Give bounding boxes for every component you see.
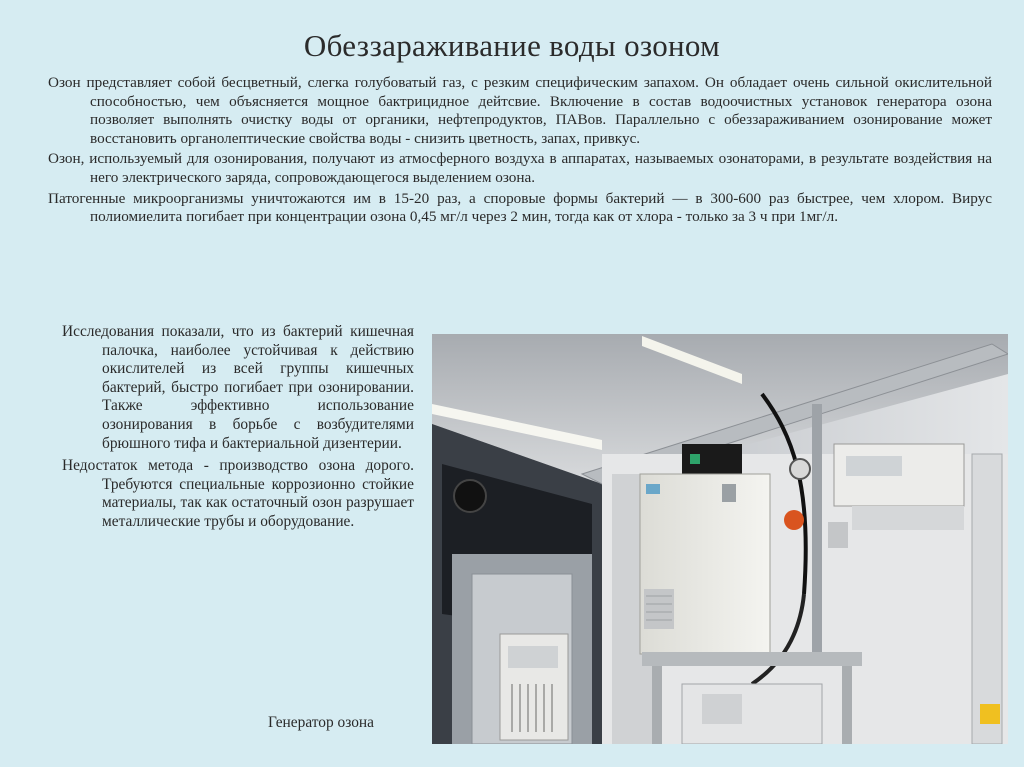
photo-caption: Генератор озона	[268, 714, 374, 731]
side-text	[62, 323, 414, 536]
paragraph-ozone-properties: Озон представляет собой бесцветный, слегка голубоватый газ, с резким специфическим запахом. Он обладает очень сильной окислительной способностью, чем объясняется мощное бактрицидное дейтсвие. Включение в состав водоочистных установок генератора озона позволяет выполнять очистку воды от органики, нефтепродуктов, ПАВов. Параллельно с обеззараживанием озонирование может восстановить органолептические свойства воды - снизить цветность, запах, привкус.	[48, 74, 992, 147]
paragraph-pathogens: Патогенные микроорганизмы уничтожаются им в 15-20 раз, а споровые формы бактерий — в 300-600 раз быстрее, чем хлором. Вирус полиомиелита погибает при концентрации озона 0,45 мг/л через 2 мин, тогда как от хлора - только за 3 ч при 1мг/л.	[48, 189, 992, 226]
page-title: Обеззараживание воды озоном	[303, 28, 721, 63]
paragraph-research: Исследования показали, что из бактерий кишечная палочка, наиболее устойчивая к действию окислителей из всей группы кишечных бактерий, быстро погибает при озонировании. Также эффективно использование озонирования в борьбе с возбудителями брюшного тифа и бактериальной дизентерии.	[62, 323, 414, 452]
main-text	[48, 74, 992, 229]
paragraph-drawback: Недостаток метода - производство озона дорого. Требуются специальные коррозионно стойкие материалы, так как остаточный озон разрушает металлические трубы и оборудование.	[62, 457, 414, 530]
paragraph-ozone-production: Озон, используемый для озонирования, получают из атмосферного воздуха в аппаратах, называемых озонаторами, в результате воздействия на него электрического заряда, сопровождающегося выделением озона.	[48, 150, 992, 186]
ozone-generator-photo	[432, 334, 1008, 744]
